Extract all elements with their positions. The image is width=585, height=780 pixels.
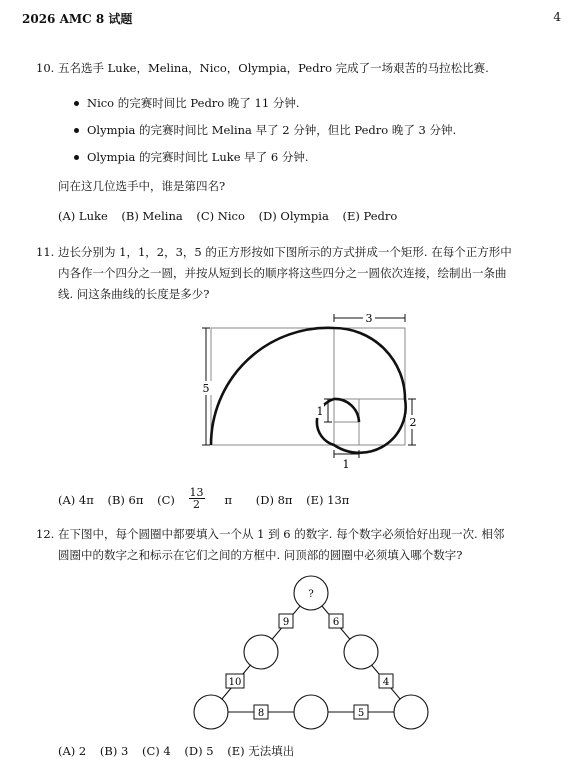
label-bottom: 1 [342,458,350,471]
outer-rectangle [211,328,405,445]
fibonacci-spiral-figure [195,308,425,478]
label-box-6: 6 [332,617,340,628]
fraction-13-2 [189,487,215,510]
q10-bullet-2-text: Olympia 的完赛时间比 Melina 早了 2 分钟，但比 Pedro 晚了 3 分钟. [87,123,457,137]
q10-bullet-3 [74,149,308,165]
label-top: 3 [365,312,373,325]
circle-triangle-figure [180,568,440,738]
q11-choice-a[interactable]: (A) 4π [58,492,94,507]
fraction-numerator: 13 [189,486,204,499]
q12-choices [58,743,304,759]
q10-bullet-1-text: Nico 的完赛时间比 Pedro 晚了 11 分钟. [87,96,300,110]
q12-choice-e[interactable]: (E) 无法填出 [227,744,295,758]
q11-line-3: 线. 问这条曲线的长度是多少? [58,287,210,301]
q11-line-1: 边长分别为 1，1，2，3，5 的正方形按如下图所示的方式拼成一个矩形. 在每个正方形中 [58,245,512,259]
bullet-icon [74,128,79,133]
label-box-8: 8 [257,708,265,719]
label-box-4: 4 [382,677,390,688]
circle-bottom-left[interactable] [194,695,228,729]
bullet-icon [74,155,79,160]
label-small-left: 1 [316,405,324,418]
circle-right-mid[interactable] [344,635,378,669]
circle-left-mid[interactable] [244,635,278,669]
q11-choice-e[interactable]: (E) 13π [306,492,350,507]
label-box-10: 10 [228,677,242,688]
q10-choices [58,209,407,223]
page-number: 4 [553,10,561,24]
q11-choice-d[interactable]: (D) 8π [255,492,293,507]
page-header-title: 2026 AMC 8 试题 [22,12,133,26]
q12-choice-b[interactable]: (B) 3 [99,744,129,758]
q11-line-2: 内各作一个四分之一圆，并按从短到长的顺序将这些四分之一圆依次连接，绘制出一条曲 [58,266,507,280]
q11-choice-c[interactable] [157,486,242,511]
q10-choice-b[interactable]: (B) Melina [121,209,183,223]
q12-choice-c[interactable]: (C) 4 [141,744,171,758]
q12-choice-a[interactable]: (A) 2 [58,744,87,758]
q10-bullet-3-text: Olympia 的完赛时间比 Luke 早了 6 分钟. [87,150,309,164]
q11-choice-c-prefix: (C) [157,492,175,507]
q10-choice-e[interactable]: (E) Pedro [342,209,398,223]
label-top-circle: ? [308,589,314,600]
q11-number: 11. [36,245,55,259]
q11-choice-c-suffix: π [224,492,233,507]
q10-question: 问在这几位选手中，谁是第四名? [58,179,226,193]
q12-line-2: 圆圈中的数字之和标示在它们之间的方框中. 问顶部的圆圈中必须填入哪个数字? [58,548,463,562]
q10-choice-d[interactable]: (D) Olympia [258,209,329,223]
q10-bullet-1 [74,95,299,111]
label-right: 2 [409,416,417,429]
bullet-icon [74,101,79,106]
q10-text: 五名选手 Luke，Melina，Nico，Olympia，Pedro 完成了一场艰苦的马拉松比赛. [58,61,489,75]
label-left: 5 [202,382,210,395]
circle-bottom-right[interactable] [394,695,428,729]
q10-bullet-2 [74,122,456,138]
spiral-curve [211,328,406,453]
q10-choice-a[interactable]: (A) Luke [58,209,108,223]
q10-choice-c[interactable]: (C) Nico [196,209,245,223]
q11-choices [58,486,359,512]
q11-choice-b[interactable]: (B) 6π [107,492,144,507]
label-box-9: 9 [282,617,290,628]
label-box-5: 5 [357,708,365,719]
q10-number: 10. [36,61,55,75]
q12-line-1: 在下图中，每个圆圈中都要填入一个从 1 到 6 的数字. 每个数字必须恰好出现一次. 相邻 [58,527,505,541]
q12-choice-d[interactable]: (D) 5 [184,744,214,758]
circle-bottom-mid[interactable] [294,695,328,729]
q12-number: 12. [36,527,55,541]
fraction-denominator: 2 [193,498,201,511]
